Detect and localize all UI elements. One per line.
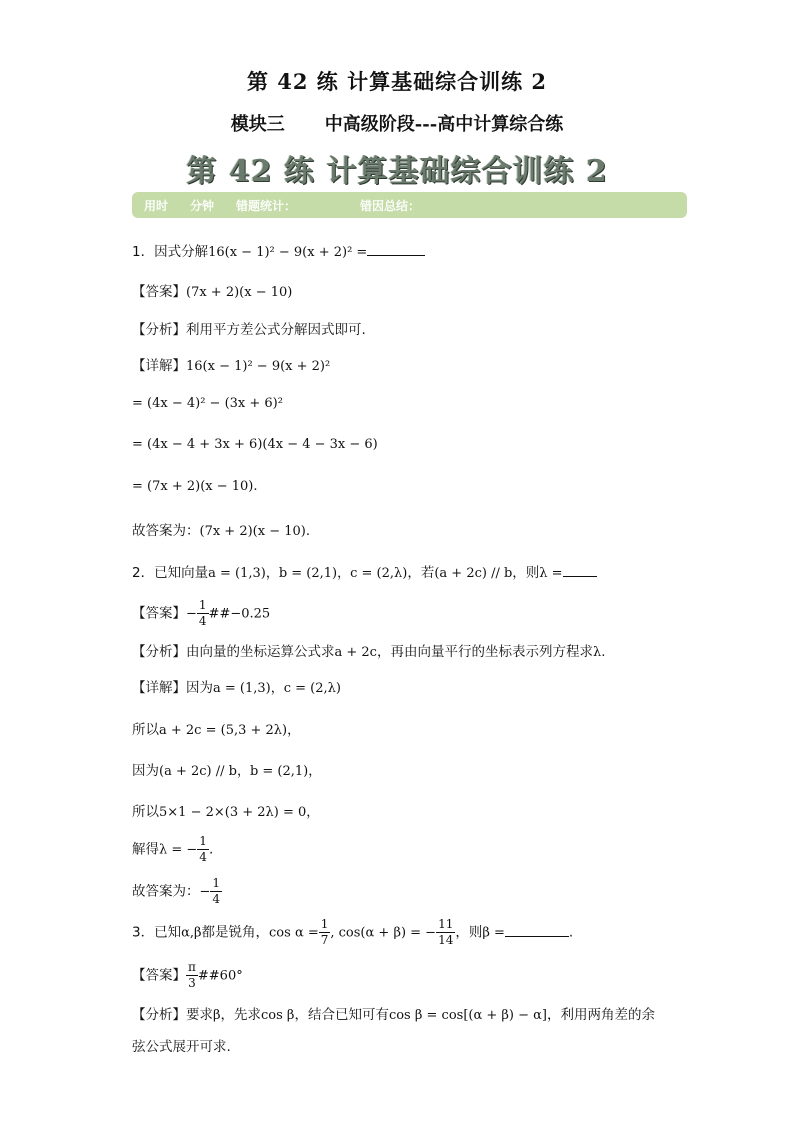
- q1-detail: 【详解】16(x − 1)² − 9(x + 2)²: [132, 358, 331, 374]
- q3-answer-blank: [505, 925, 569, 937]
- q3-answer: 【答案】 $\frac{\pi}{3}$ ##60°: [132, 960, 243, 990]
- stat-time: 用时: [144, 198, 169, 213]
- banner-title: 第 42 练 计算基础综合训练 2: [186, 154, 608, 189]
- module-subtitle: [0, 110, 794, 136]
- q1-answer: 【答案】(7x + 2)(x − 10): [132, 284, 293, 300]
- stat-error-summary: 错因总结：: [360, 198, 421, 213]
- stat-error-count: 错题统计：: [236, 198, 297, 213]
- q3-analysis: 【分析】要求β，先求cos β，结合已知可有cos β = cos[(α + β) − α]，利用两角差的余: [132, 1007, 655, 1023]
- q1-step-3: = (7x + 2)(x − 10).: [132, 479, 258, 494]
- q2-step-2: 因为(a + 2c) // b，b = (2,1)，: [132, 763, 322, 779]
- q1-step-1: = (4x − 4)² − (3x + 6)²: [132, 396, 283, 411]
- q1-answer-blank: [367, 244, 425, 256]
- q1-question: 1．因式分解16(x − 1)² − 9(x + 2)² =: [132, 240, 425, 260]
- q1-step-2: = (4x − 4 + 3x + 6)(4x − 4 − 3x − 6): [132, 437, 378, 452]
- q3-analysis-cont: 弦公式展开可求.: [132, 1039, 231, 1055]
- q2-analysis: 【分析】由向量的坐标运算公式求a + 2c，再由向量平行的坐标表示列方程求λ.: [132, 644, 606, 660]
- q2-step-4: 解得λ = − $\frac{1}{4}$ .: [132, 834, 214, 864]
- q2-step-3: 所以5×1 − 2×(3 + 2λ) = 0，: [132, 804, 320, 820]
- module-label: 模块三: [230, 114, 285, 135]
- stage-label: 中高级阶段---高中计算综合练: [324, 114, 564, 135]
- q1-final: 故答案为：(7x + 2)(x − 10).: [132, 523, 310, 539]
- q2-answer-blank: [563, 565, 597, 577]
- page-title: 第 42 练 计算基础综合训练 2: [246, 69, 548, 94]
- q3-answer-fraction: $\frac{\pi}{3}$: [188, 960, 196, 990]
- q1-analysis: 【分析】利用平方差公式分解因式即可.: [132, 322, 366, 338]
- q2-final: 故答案为：− $\frac{1}{4}$: [132, 876, 221, 906]
- q2-step-1: 所以a + 2c = (5,3 + 2λ)，: [132, 722, 301, 738]
- q2-answer: 【答案】− $\frac{1}{4}$ ##−0.25: [132, 598, 271, 628]
- stat-bar: [132, 192, 687, 218]
- q2-question: 2．已知向量a = (1,3)，b = (2,1)，c = (2,λ)，若(a + 2c) // b，则λ =: [132, 561, 597, 581]
- q3-question: 3．已知α,β都是锐角，cos α = $\frac{1}{7}$ , cos(α + β) = − $\frac{11}{14}$ ，则β = .: [132, 917, 574, 947]
- stat-minutes: 分钟: [190, 198, 215, 213]
- q2-detail: 【详解】因为a = (1,3)，c = (2,λ): [132, 680, 341, 696]
- q2-answer-fraction: $\frac{1}{4}$: [198, 598, 207, 628]
